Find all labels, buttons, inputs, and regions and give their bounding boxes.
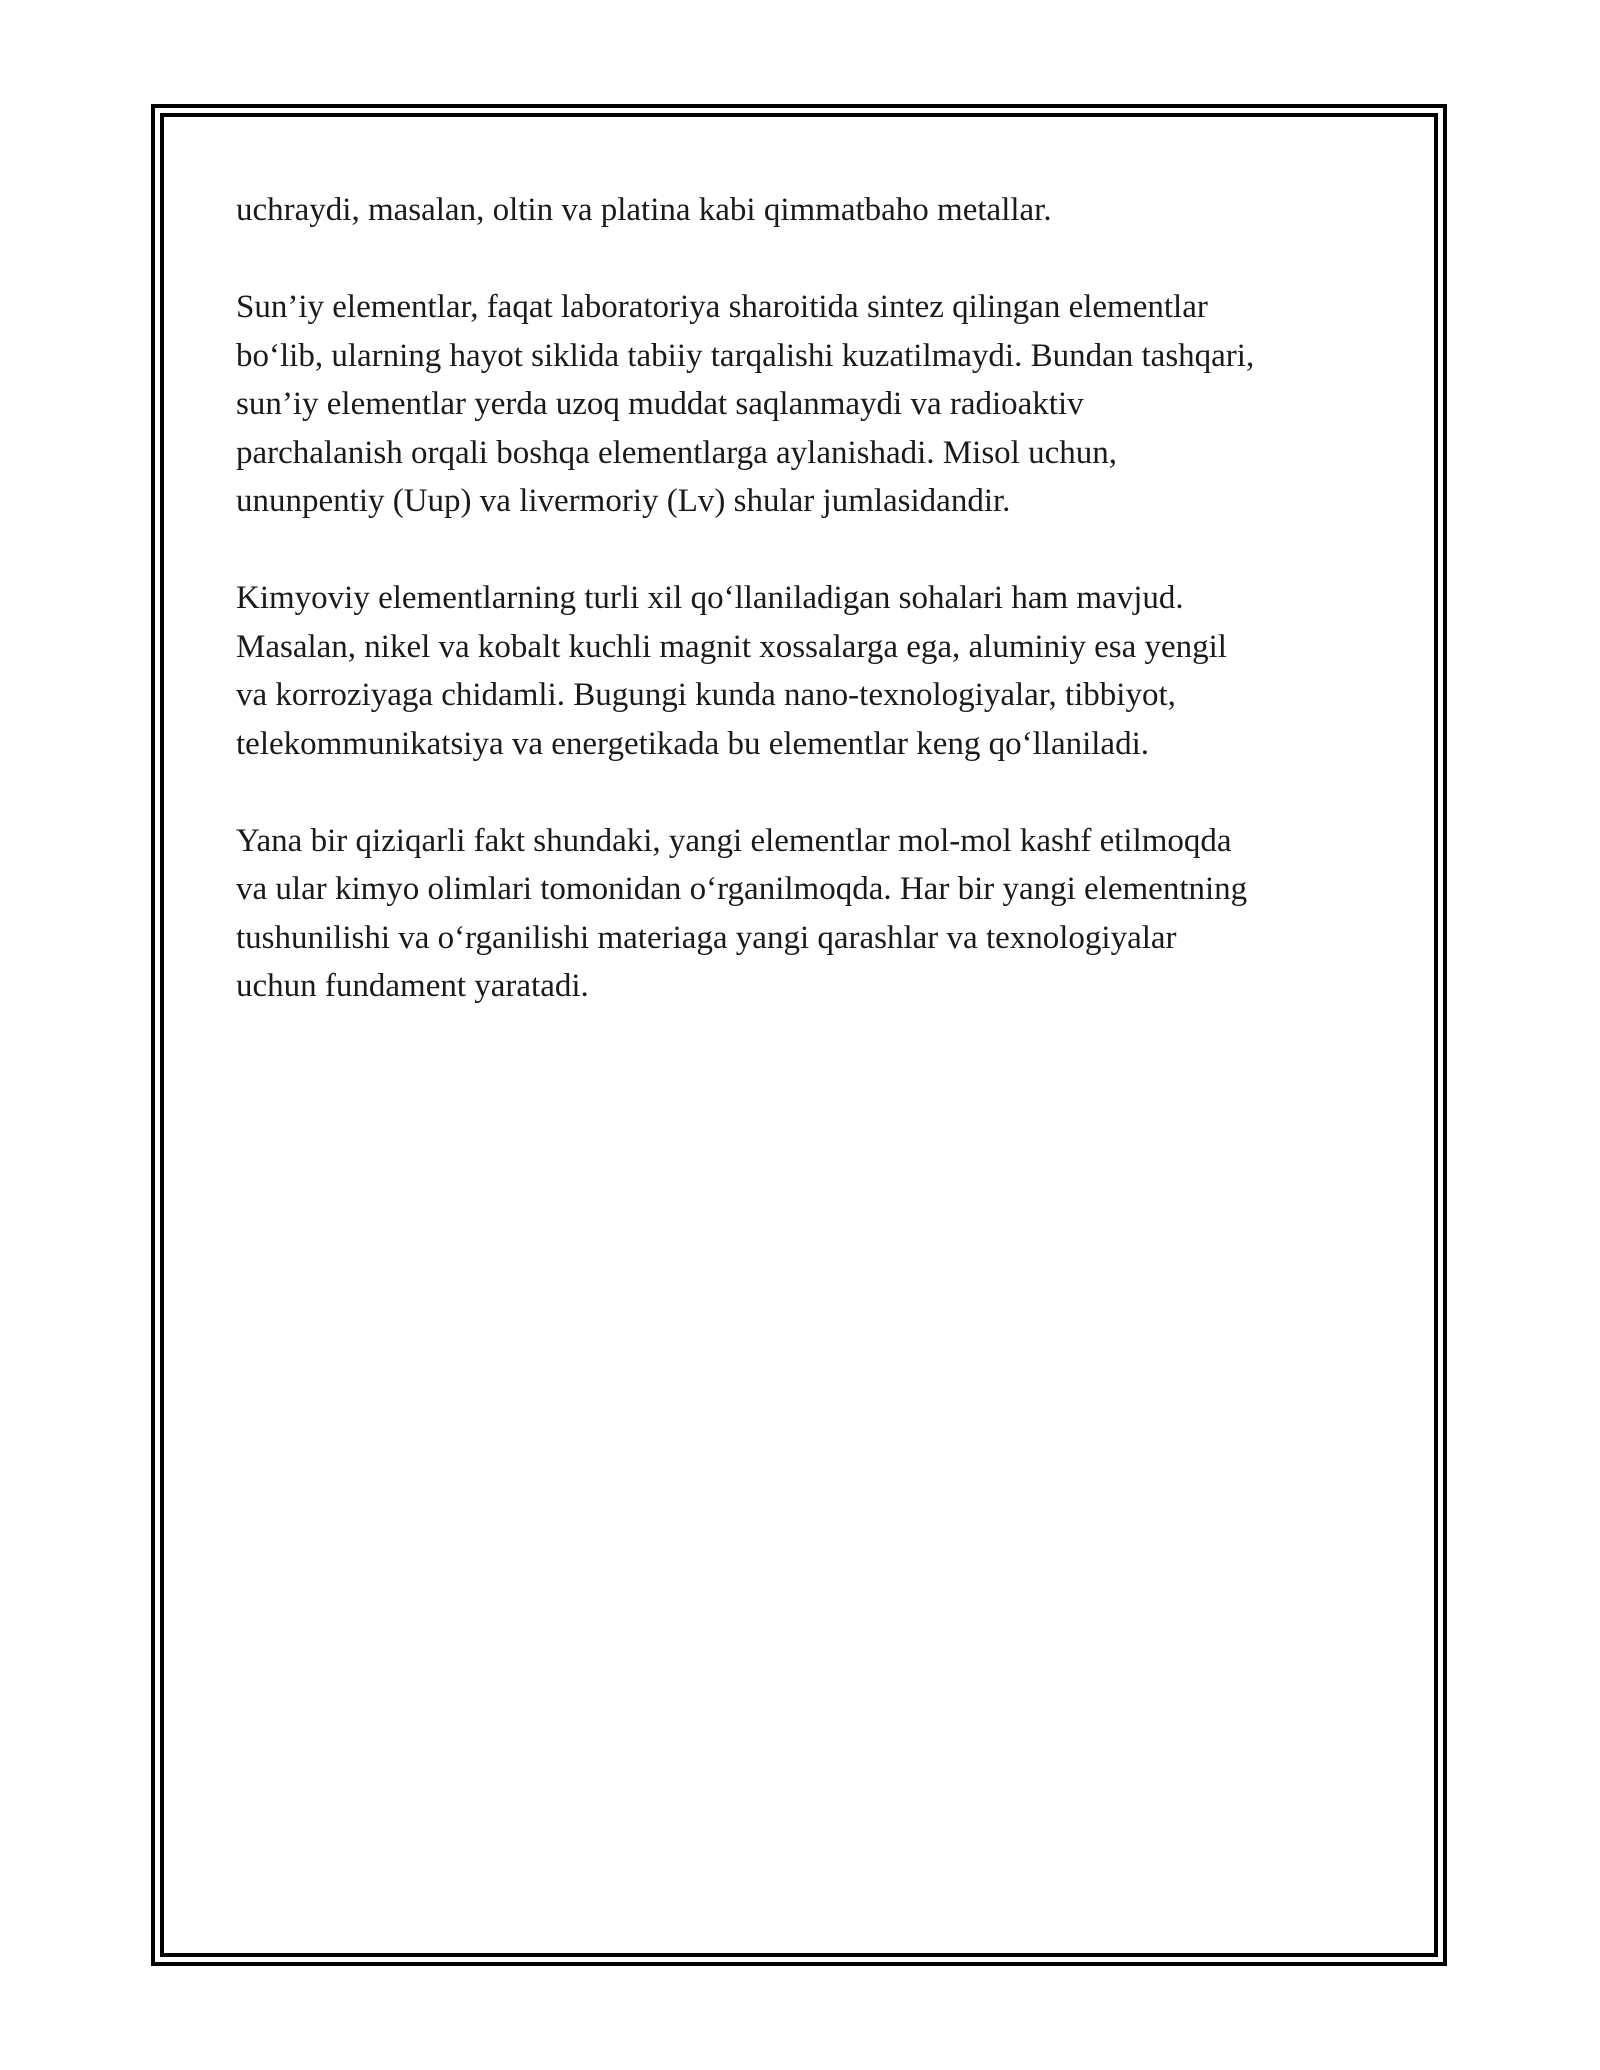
text-line: Yana bir qiziqarli fakt shundaki, yangi elementlar mol-mol kashf etilmoqda [236, 822, 1232, 859]
paragraph-4 [236, 817, 1386, 1011]
text-line: va ular kimyo olimlari tomonidan o‘rganilmoqda. Har bir yangi elementning [236, 871, 1248, 907]
paragraph-2 [236, 283, 1386, 526]
text-line: bo‘lib, ularning hayot siklida tabiiy tarqalishi kuzatilmaydi. Bundan tashqari, [236, 337, 1255, 374]
text-line: uchun fundament yaratadi. [236, 968, 589, 1004]
text-line: Sun’iy elementlar, faqat laboratoriya sharoitida sintez qilingan elementlar [236, 289, 1208, 325]
text-line: telekommunikatsiya va energetikada bu elementlar keng qo‘llaniladi. [236, 725, 1149, 762]
paragraph-3 [236, 574, 1386, 768]
text-line: parchalanish orqali boshqa elementlarga aylanishadi. Misol uchun, [236, 434, 1117, 471]
text-line: va korroziyaga chidamli. Bugungi kunda nano-texnologiyalar, tibbiyot, [236, 677, 1176, 713]
text-line: Kimyoviy elementlarning turli xil qo‘llaniladigan sohalari ham mavjud. [236, 580, 1184, 616]
text-line: ununpentiy (Uup) va livermoriy (Lv) shular jumlasidandir. [236, 483, 1011, 519]
text-line: Masalan, nikel va kobalt kuchli magnit xossalarga ega, aluminiy esa yengil [236, 628, 1227, 665]
document-body [236, 186, 1386, 1059]
paragraph-1 [236, 186, 1386, 235]
text-line: uchraydi, masalan, oltin va platina kabi qimmatbaho metallar. [236, 192, 1052, 228]
text-line: sun’iy elementlar yerda uzoq muddat saqlanmaydi va radioaktiv [236, 386, 1084, 422]
text-line: tushunilishi va o‘rganilishi materiaga yangi qarashlar va texnologiyalar [236, 919, 1177, 956]
